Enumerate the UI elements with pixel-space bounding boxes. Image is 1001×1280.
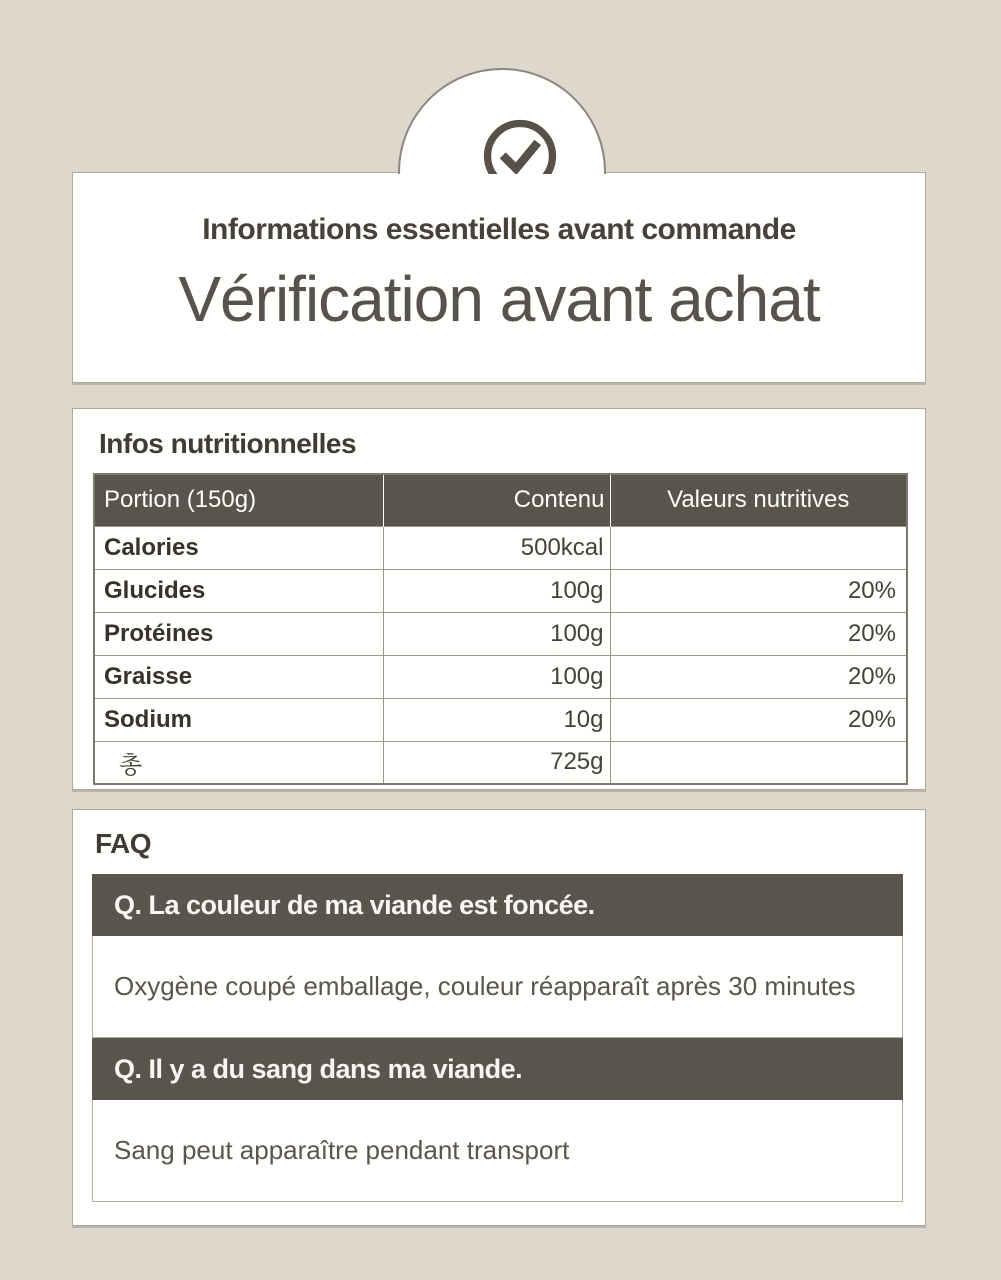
page-title: Vérification avant achat — [178, 263, 820, 335]
row-content: 725g — [383, 741, 610, 784]
nutrition-card — [72, 408, 926, 790]
faq-question-bar-2 — [92, 1038, 903, 1100]
row-label: 총 — [94, 741, 383, 784]
nutrition-header-row — [94, 474, 907, 526]
row-value: 20% — [610, 612, 907, 655]
row-label: Sodium — [94, 698, 383, 741]
row-label: Glucides — [94, 569, 383, 612]
row-value — [610, 526, 907, 569]
faq-answer-text: Oxygène coupé emballage, couleur réapparaît après 30 minutes — [114, 971, 856, 1001]
column-header-contenu: Contenu — [383, 474, 610, 526]
intro-card — [72, 172, 926, 383]
table-row-sodium — [94, 698, 907, 741]
intro-subtitle: Informations essentielles avant commande — [202, 213, 796, 246]
row-label: Calories — [94, 526, 383, 569]
table-row-graisse — [94, 655, 907, 698]
table-row-proteines — [94, 612, 907, 655]
column-header-portion: Portion (150g) — [94, 474, 383, 526]
row-label: Graisse — [94, 655, 383, 698]
column-header-valeurs: Valeurs nutritives — [610, 474, 907, 526]
row-value: 20% — [610, 655, 907, 698]
row-value: 20% — [610, 698, 907, 741]
faq-question-bar-1 — [92, 874, 903, 936]
intro-bump — [383, 67, 623, 174]
table-row-calories — [94, 526, 907, 569]
nutrition-table — [93, 473, 908, 785]
table-row-glucides — [94, 569, 907, 612]
row-label: Protéines — [94, 612, 383, 655]
intro-bump-circle — [398, 68, 606, 174]
nutrition-heading: Infos nutritionnelles — [99, 428, 357, 459]
row-value: 20% — [610, 569, 907, 612]
check-circle-icon — [482, 118, 558, 174]
faq-answer-box-2 — [92, 1100, 903, 1202]
faq-question-text: Q. Il y a du sang dans ma viande. — [114, 1053, 523, 1084]
table-row-total — [94, 741, 907, 784]
row-content: 100g — [383, 569, 610, 612]
faq-heading: FAQ — [95, 828, 152, 859]
faq-answer-box-1 — [92, 936, 903, 1038]
row-value — [610, 741, 907, 784]
row-content: 10g — [383, 698, 610, 741]
row-content: 100g — [383, 655, 610, 698]
faq-question-text: Q. La couleur de ma viande est foncée. — [114, 889, 595, 920]
row-content: 500kcal — [383, 526, 610, 569]
faq-card — [72, 809, 926, 1226]
row-content: 100g — [383, 612, 610, 655]
faq-answer-text: Sang peut apparaître pendant transport — [114, 1135, 570, 1165]
